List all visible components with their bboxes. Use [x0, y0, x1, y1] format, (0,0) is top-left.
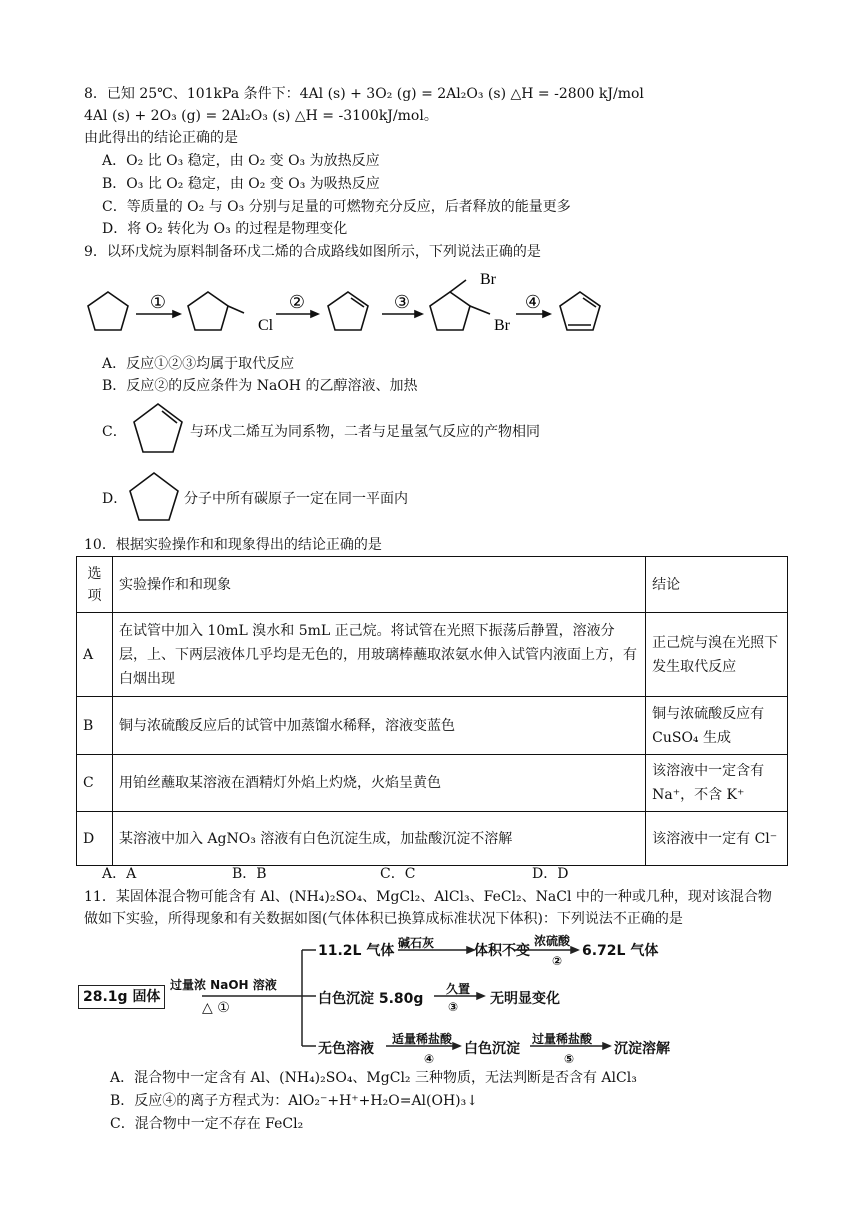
bromine-label-top: Br: [480, 271, 496, 288]
q9-option-d-label: D．: [102, 491, 128, 507]
chlorocyclopentane-structure: [188, 292, 228, 330]
conc-sulfuric-label: 浓硫酸: [534, 934, 571, 948]
q11-stem-2: 做如下实验，所得现象和有关数据如图(气体体积已换算成标准状况下体积)：下列说法不正确的是: [84, 911, 683, 927]
row-operation: 在试管中加入 10mL 溴水和 5mL 正己烷。将试管在光照下振荡后静置，溶液分层，上、下两层液体几乎均是无色的，用玻璃棒蘸取浓氨水伸入试管内液面上方，有白烟出现: [112, 613, 645, 697]
q10-stem: 10．根据实验操作和和现象得出的结论正确的是: [84, 537, 382, 553]
q8-line1: 8．已知 25℃、101kPa 条件下：4Al (s) + 3O₂ (g) = 2Al₂O₃ (s) △H = -2800 kJ/mol: [84, 86, 644, 102]
step-2-mark: ②: [552, 954, 563, 968]
step-2-label: ②: [288, 292, 306, 312]
table-header-row: [77, 557, 788, 613]
header-option: 选项: [77, 557, 113, 613]
row-conclusion: 该溶液中一定有 Cl⁻: [646, 812, 788, 866]
no-change: 无明显变化: [490, 991, 560, 1007]
table-row: [77, 812, 788, 866]
table-row: [77, 613, 788, 697]
precipitate-dissolves: 沉淀溶解: [614, 1041, 670, 1057]
volume-unchanged: 体积不变: [474, 943, 530, 959]
q9-option-c-label: C．: [102, 424, 127, 440]
dilute-hcl-label: 适量稀盐酸: [392, 1032, 453, 1046]
q9-option-b: B．反应②的反应条件为 NaOH 的乙醇溶液、加热: [102, 378, 418, 394]
q9-stem: 9．以环戊烷为原料制备环戊二烯的合成路线如图所示，下列说法正确的是: [84, 244, 541, 260]
q11-option-a: A．混合物中一定含有 Al、(NH₄)₂SO₄、MgCl₂ 三种物质，无法判断是否含有 AlCl₃: [110, 1070, 637, 1086]
row-conclusion: 正己烷与溴在光照下发生取代反应: [646, 613, 788, 697]
q11-stem-1: 11．某固体混合物可能含有 Al、(NH₄)₂SO₄、MgCl₂、AlCl₃、FeCl₂、NaCl 中的一种或几种，现对该混合物: [84, 889, 772, 905]
table-row: [77, 755, 788, 812]
cyclopentene-structure-option-c: [128, 400, 188, 464]
step-1-label: ①: [149, 292, 167, 312]
q11-option-b: B．反应④的离子方程式为：AlO₂⁻+H⁺+H₂O=Al(OH)₃↓: [110, 1093, 478, 1109]
header-conclusion: 结论: [646, 557, 788, 613]
cyclopentane-structure-option-d: [124, 470, 184, 526]
chlorine-label: Cl: [258, 317, 274, 334]
q10-answer-c: C．C: [380, 866, 416, 882]
experiment-table: [76, 556, 788, 866]
step-5-mark: ⑤: [564, 1052, 575, 1066]
row-operation: 某溶液中加入 AgNO₃ 溶液有白色沉淀生成，加盐酸沉淀不溶解: [112, 812, 645, 866]
row-operation: 用铂丝蘸取某溶液在酒精灯外焰上灼烧，火焰呈黄色: [112, 755, 645, 812]
header-operation: 实验操作和和现象: [112, 557, 645, 613]
q11-option-c: C．混合物中一定不存在 FeCl₂: [110, 1116, 304, 1132]
row-option: B: [77, 697, 113, 755]
step-3-label: ③: [393, 292, 411, 312]
reagent-label: 过量浓 NaOH 溶液: [170, 978, 277, 992]
stand-label: 久置: [446, 982, 471, 996]
q10-answer-b: B．B: [232, 866, 267, 882]
q8-option-a: A．O₂ 比 O₃ 稳定，由 O₂ 变 O₃ 为放热反应: [102, 153, 380, 169]
cyclopentene-structure: [328, 292, 368, 330]
table-row: [77, 697, 788, 755]
gas-volume: 11.2L 气体: [318, 943, 395, 959]
q8-line2: 4Al (s) + 2O₃ (g) = 2Al₂O₃ (s) △H = -3100kJ/mol。: [84, 108, 438, 124]
q9-option-c-text: 与环戊二烯互为同系物，二者与足量氢气反应的产物相同: [190, 424, 540, 440]
row-conclusion: 该溶液中一定含有 Na⁺，不含 K⁺: [646, 755, 788, 812]
condition-label: △ ①: [202, 1000, 230, 1016]
soda-lime-label: 碱石灰: [398, 936, 435, 950]
gas-volume-2: 6.72L 气体: [582, 943, 659, 959]
cyclopentane-structure: [88, 292, 128, 330]
dibromocyclopentane-structure: [430, 292, 470, 330]
q8-option-c: C．等质量的 O₂ 与 O₃ 分别与足量的可燃物充分反应，后者释放的能量更多: [102, 199, 571, 215]
step-4-label: ④: [524, 292, 542, 312]
white-precipitate-2: 白色沉淀: [464, 1041, 520, 1057]
row-operation: 铜与浓硫酸反应后的试管中加蒸馏水稀释，溶液变蓝色: [112, 697, 645, 755]
q8-line3: 由此得出的结论正确的是: [84, 130, 238, 146]
synthesis-route-diagram: [76, 266, 636, 346]
step-4-mark: ④: [424, 1052, 435, 1066]
q10-answer-a: A．A: [102, 866, 137, 882]
step-3-mark: ③: [448, 1000, 459, 1014]
colorless-solution: 无色溶液: [318, 1041, 374, 1057]
q8-option-b: B．O₃ 比 O₂ 稳定，由 O₂ 变 O₃ 为吸热反应: [102, 176, 380, 192]
row-conclusion: 铜与浓硫酸反应有 CuSO₄ 生成: [646, 697, 788, 755]
row-option: A: [77, 613, 113, 697]
solid-sample-box: 28.1g 固体: [78, 985, 165, 1009]
white-precipitate: 白色沉淀 5.80g: [318, 991, 424, 1007]
q8-option-d: D．将 O₂ 转化为 O₃ 的过程是物理变化: [102, 221, 348, 237]
row-option: C: [77, 755, 113, 812]
q9-option-a: A．反应①②③均属于取代反应: [102, 356, 295, 372]
q9-option-d-text: 分子中所有碳原子一定在同一平面内: [184, 491, 408, 507]
row-option: D: [77, 812, 113, 866]
q10-answer-d: D．D: [532, 866, 569, 882]
excess-hcl-label: 过量稀盐酸: [532, 1032, 593, 1046]
bromine-label-right: Br: [494, 317, 510, 334]
